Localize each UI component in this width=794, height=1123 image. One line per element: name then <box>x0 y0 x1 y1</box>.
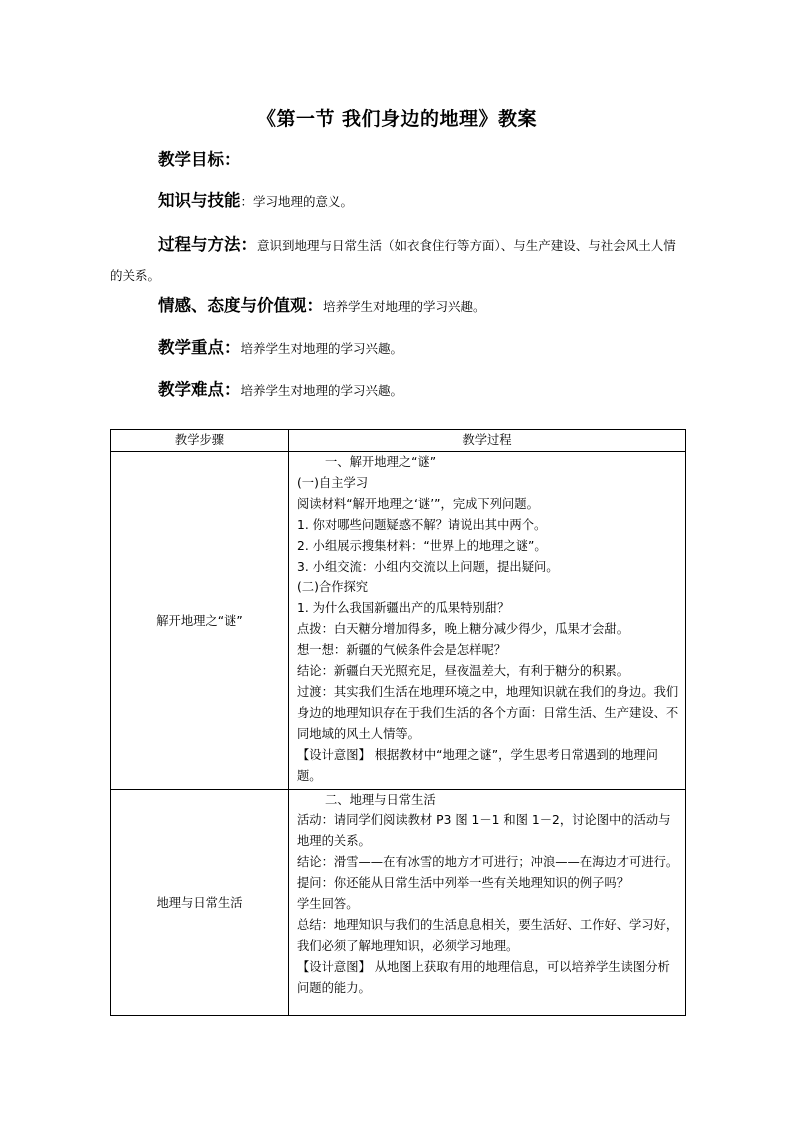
process-line: 结论：新疆白天光照充足，昼夜温差大，有利于糖分的积累。 <box>297 664 630 679</box>
process-cell <box>289 452 686 790</box>
knowledge-text: ：学习地理的意义。 <box>240 194 354 209</box>
process-line: 1. 你对哪些问题疑惑不解？请说出其中两个。 <box>297 517 547 532</box>
process-line: 2. 小组展示搜集材料：“世界上的地理之谜”。 <box>297 538 547 553</box>
header-process: 教学过程 <box>289 430 686 452</box>
focus-text: 培养学生对地理的学习兴趣。 <box>240 341 404 356</box>
table-header-row <box>111 430 686 452</box>
process-line: 3. 小组交流：小组内交流以上问题，提出疑问。 <box>297 559 559 574</box>
objectives-heading-label: 教学目标： <box>158 150 241 169</box>
objectives-heading <box>110 145 684 176</box>
emotion-values <box>110 291 684 322</box>
process-cell <box>289 789 686 1015</box>
process-line: 点拨：白天糖分增加得多，晚上糖分减少得少，瓜果才会甜。 <box>297 622 630 637</box>
header-steps: 教学步骤 <box>111 430 289 452</box>
lesson-plan-table <box>110 429 686 1016</box>
step-cell: 地理与日常生活 <box>111 789 289 1015</box>
emotion-text: 培养学生对地理的学习兴趣。 <box>323 299 486 314</box>
process-text: 意识到地理与日常生活（如衣食住行等方面）、与生产建设、与社会风土人情的关系。 <box>110 238 676 283</box>
process-line: (一)自主学习 <box>297 475 369 490</box>
process-line: (二)合作探究 <box>297 580 369 595</box>
process-line: 二、地理与日常生活 <box>325 792 436 807</box>
page-title: 《第一节 我们身边的地理》教案 <box>256 108 538 130</box>
process-line: 阅读材料“解开地理之‘谜’”，完成下列问题。 <box>297 496 539 511</box>
table-row <box>111 452 686 790</box>
emotion-label: 情感、态度与价值观： <box>158 296 323 315</box>
process-line: 结论：滑雪——在有冰雪的地方才可进行；冲浪——在海边才可进行。 <box>297 855 679 870</box>
knowledge-label: 知识与技能 <box>158 191 241 210</box>
process-line: 一、解开地理之“谜” <box>325 455 437 469</box>
process-line: 学生回答。 <box>297 897 359 912</box>
table-row <box>111 789 686 1015</box>
process-line: 提问：你还能从日常生活中列举一些有关地理知识的例子吗？ <box>297 876 630 891</box>
difficulty-text: 培养学生对地理的学习兴趣。 <box>240 383 404 398</box>
knowledge-skills <box>110 186 684 217</box>
process-line: 总结：地理知识与我们的生活息息相关，要生活好、工作好、学习好，我们必须了解地理知识，必须学习地理。 <box>297 917 679 953</box>
process-line: 活动：请同学们阅读教材 P3 图 1－1 和图 1－2，讨论图中的活动与地理的关系。 <box>297 813 671 849</box>
process-line: 1. 为什么我国新疆出产的瓜果特别甜？ <box>297 601 510 616</box>
focus-label: 教学重点： <box>158 338 241 357</box>
process-line: 想一想：新疆的气候条件会是怎样呢？ <box>297 643 507 658</box>
teaching-difficulty <box>110 375 684 406</box>
process-line: 【设计意图】 根据教材中“地理之谜”，学生思考日常遇到的地理问题。 <box>297 747 658 783</box>
teaching-focus <box>110 333 684 364</box>
process-label: 过程与方法： <box>158 235 257 254</box>
step-cell: 解开地理之“谜” <box>111 452 289 790</box>
process-line: 【设计意图】 从地图上获取有用的地理信息，可以培养学生读图分析问题的能力。 <box>297 959 670 995</box>
process-line: 过渡：其实我们生活在地理环境之中，地理知识就在我们的身边。我们身边的地理知识存在于我们生活的各个方面：日常生活、生产建设、不同地域的风土人情等。 <box>297 684 679 741</box>
difficulty-label: 教学难点： <box>158 380 241 399</box>
process-methods <box>110 230 684 291</box>
